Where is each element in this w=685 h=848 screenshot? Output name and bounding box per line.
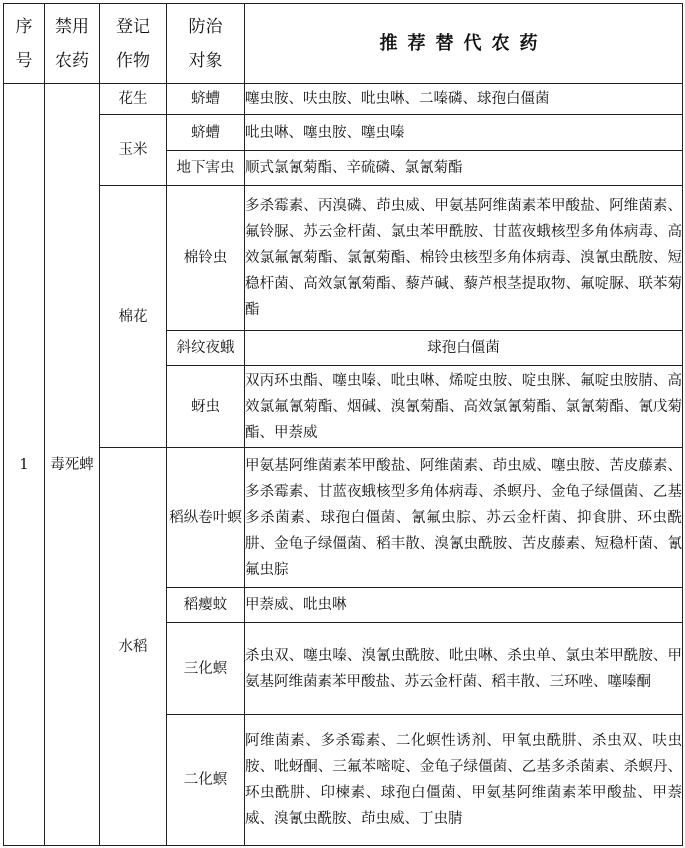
target-cell: 地下害虫 [167, 151, 245, 186]
crop-cell-corn: 玉米 [100, 115, 167, 186]
target-cell: 稻瘿蚊 [167, 588, 245, 623]
header-seq: 序 号 [4, 4, 45, 84]
target-cell: 蛴螬 [167, 115, 245, 151]
alternatives-cell: 甲萘威、吡虫啉 [245, 588, 683, 623]
banned-pesticide-cell: 毒死蜱 [45, 84, 100, 846]
alternatives-cell: 球孢白僵菌 [245, 331, 683, 366]
target-cell: 蚜虫 [167, 366, 245, 448]
alternatives-cell: 甲氨基阿维菌素苯甲酸盐、阿维菌素、茚虫威、噻虫胺、苦皮藤素、多杀霉素、甘蓝夜蛾核型多角体病毒、杀螟丹、金龟子绿僵菌、乙基多杀菌素、球孢白僵菌、氰氟虫腙、苏云金杆菌、抑食肼、环虫酰肼、金龟子绿僵菌、稻丰散、溴氰虫酰胺、苦皮藤素、短稳杆菌、氰氟虫腙 [245, 448, 683, 588]
header-row [4, 4, 683, 84]
alternatives-cell: 噻虫胺、呋虫胺、吡虫啉、二嗪磷、球孢白僵菌 [245, 84, 683, 115]
table-row [4, 84, 683, 115]
table-row [4, 115, 683, 151]
header-control-target: 防治 对象 [167, 4, 245, 84]
target-cell: 蛴螬 [167, 84, 245, 115]
seq-number-cell: 1 [4, 84, 45, 846]
target-cell: 棉铃虫 [167, 186, 245, 331]
alternatives-cell: 杀虫双、噻虫嗪、溴氰虫酰胺、吡虫啉、杀虫单、氯虫苯甲酰胺、甲氨基阿维菌素苯甲酸盐、苏云金杆菌、稻丰散、三环唑、噻嗪酮 [245, 623, 683, 715]
alternatives-cell: 顺式氯氰菊酯、辛硫磷、氯氰菊酯 [245, 151, 683, 186]
crop-cell-rice: 水稻 [100, 448, 167, 846]
alternatives-cell: 双丙环虫酯、噻虫嗪、吡虫啉、烯啶虫胺、啶虫脒、氟啶虫胺腈、高效氯氟氰菊酯、烟碱、溴氰菊酯、高效氯氰菊酯、氯氰菊酯、氰戊菊酯、甲萘威 [245, 366, 683, 448]
table-row [4, 448, 683, 588]
target-cell: 二化螟 [167, 715, 245, 846]
target-cell: 三化螟 [167, 623, 245, 715]
target-cell: 斜纹夜蛾 [167, 331, 245, 366]
header-registered-crop: 登记 作物 [100, 4, 167, 84]
header-banned-pesticide: 禁用 农药 [45, 4, 100, 84]
header-recommended-alternatives: 推荐替代农药 [245, 4, 683, 84]
pesticide-replacement-table [3, 3, 683, 846]
alternatives-cell: 吡虫啉、噻虫胺、噻虫嗪 [245, 115, 683, 151]
crop-cell-cotton: 棉花 [100, 186, 167, 448]
table-row [4, 186, 683, 331]
target-cell: 稻纵卷叶螟 [167, 448, 245, 588]
alternatives-cell: 阿维菌素、多杀霉素、二化螟性诱剂、甲氧虫酰肼、杀虫双、呋虫胺、吡蚜酮、三氟苯嘧啶、金龟子绿僵菌、乙基多杀菌素、杀螟丹、环虫酰肼、印楝素、球孢白僵菌、甲氨基阿维菌素苯甲酸盐、甲萘威、溴氰虫酰胺、茚虫威、丁虫腈 [245, 715, 683, 846]
alternatives-cell: 多杀霉素、丙溴磷、茚虫威、甲氨基阿维菌素苯甲酸盐、阿维菌素、氟铃脲、苏云金杆菌、氯虫苯甲酰胺、甘蓝夜蛾核型多角体病毒、高效氯氟氰菊酯、氯氰菊酯、棉铃虫核型多角体病毒、溴氰虫酰胺、短稳杆菌、高效氯氰菊酯、藜芦碱、藜芦根茎提取物、氟啶脲、联苯菊酯 [245, 186, 683, 331]
crop-cell-peanut: 花生 [100, 84, 167, 115]
